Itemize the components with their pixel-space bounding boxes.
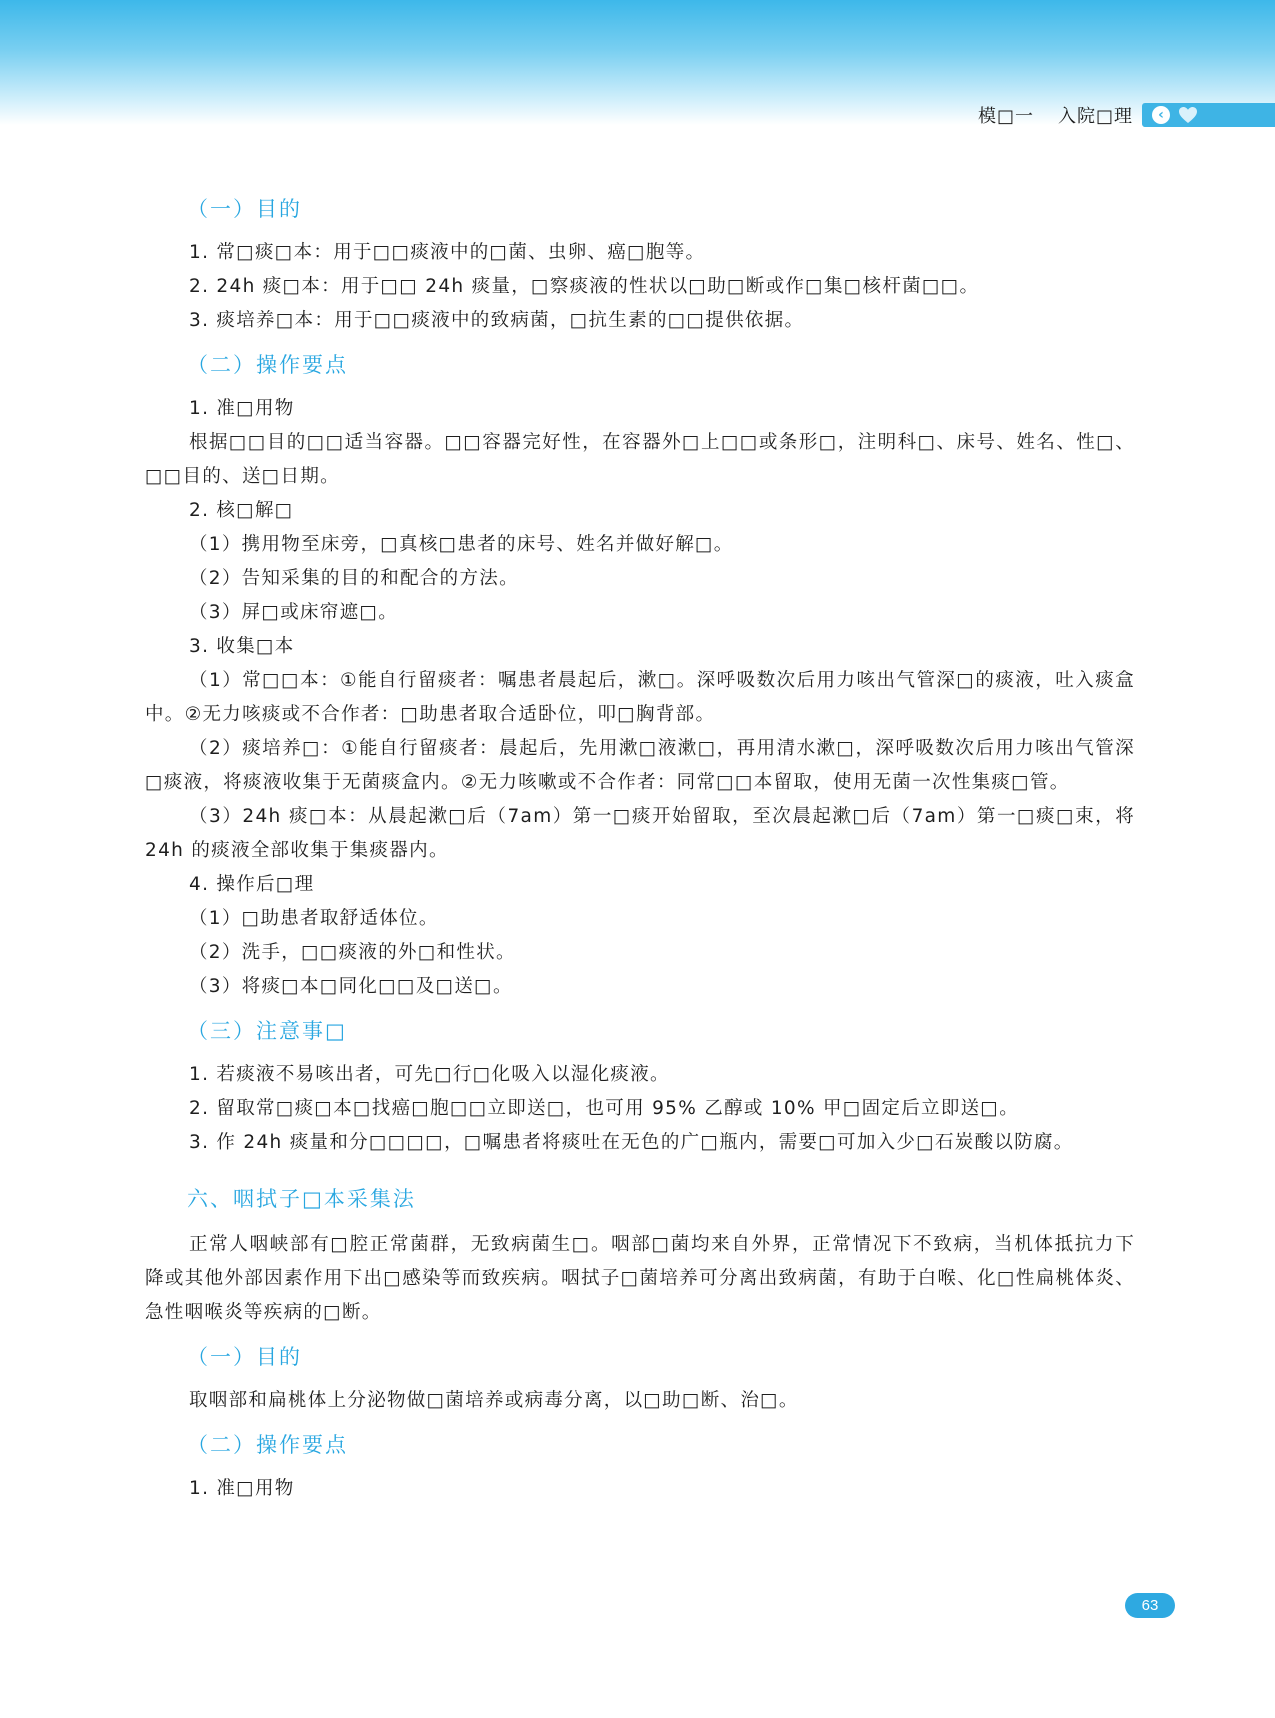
paragraph: （3）将痰□本□同化□□及□送□。 — [189, 976, 513, 997]
section-heading-notes: （三）注意事□ — [187, 1019, 347, 1043]
paragraph: 1. 准□用物 — [189, 398, 295, 419]
paragraph: 取咽部和扁桃体上分泌物做□菌培养或病毒分离，以□助□断、治□。 — [189, 1390, 799, 1411]
section-heading-procedure: （二）操作要点 — [187, 353, 348, 377]
section-heading-purpose: （一）目的 — [187, 1345, 302, 1369]
paragraph: （2）告知采集的目的和配合的方法。 — [189, 568, 519, 589]
page-body — [145, 182, 1135, 1506]
header-module: 模□一 — [977, 106, 1034, 127]
paragraph: 3. 收集□本 — [189, 636, 295, 657]
paragraph: 4. 操作后□理 — [189, 874, 315, 895]
paragraph: （1）□助患者取舒适体位。 — [189, 908, 439, 929]
paragraph: 正常人咽峡部有□腔正常菌群，无致病菌生□。咽部□菌均来自外界，正常情况下不致病，当机体抵抗力下降或其他外部因素作用下出□感染等而致疾病。咽拭子□菌培养可分离出致病菌，有助于白喉、化□性扁桃体炎、急性咽喉炎等疾病的□断。 — [145, 1234, 1135, 1323]
paragraph: 3. 作 24h 痰量和分□□□□，□嘱患者将痰吐在无色的广□瓶内，需要□可加入少□石炭酸以防腐。 — [189, 1132, 1074, 1153]
paragraph: （2）洗手，□□痰液的外□和性状。 — [189, 942, 516, 963]
paragraph: （3）屏□或床帘遮□。 — [189, 602, 399, 623]
heart-icon — [1178, 106, 1198, 124]
paragraph: 根据□□目的□□适当容器。□□容器完好性，在容器外□上□□或条形□，注明科□、床号、姓名、性□、□□目的、送□日期。 — [145, 432, 1135, 487]
paragraph: 1. 常□痰□本：用于□□痰液中的□菌、虫卵、癌□胞等。 — [189, 242, 706, 263]
paragraph: 3. 痰培养□本：用于□□痰液中的致病菌，□抗生素的□□提供依据。 — [189, 310, 805, 331]
paragraph: 2. 留取常□痰□本□找癌□胞□□立即送□，也可用 95% 乙醇或 10% 甲□固定后立即送□。 — [189, 1098, 1020, 1119]
header-tab — [1142, 103, 1275, 127]
paragraph: （1）常□□本：①能自行留痰者：嘱患者晨起后，漱□。深呼吸数次后用力咳出气管深□的痰液，吐入痰盒中。②无力咳痰或不合作者：□助患者取合适卧位，叩□胸背部。 — [145, 670, 1135, 725]
back-arrow-icon: ‹ — [1152, 106, 1170, 124]
paragraph: 2. 核□解□ — [189, 500, 294, 521]
chapter-heading-throat-swab: 六、咽拭子□本采集法 — [187, 1187, 416, 1211]
section-heading-procedure: （二）操作要点 — [187, 1433, 348, 1457]
page-number-badge: 63 — [1125, 1593, 1175, 1618]
running-header — [978, 102, 1133, 128]
paragraph: 1. 准□用物 — [189, 1478, 295, 1499]
paragraph: 1. 若痰液不易咳出者，可先□行□化吸入以湿化痰液。 — [189, 1064, 670, 1085]
paragraph: （1）携用物至床旁，□真核□患者的床号、姓名并做好解□。 — [189, 534, 734, 555]
header-section: 入院□理 — [1057, 106, 1133, 127]
section-heading-purpose: （一）目的 — [187, 197, 302, 221]
paragraph: 2. 24h 痰□本：用于□□ 24h 痰量，□察痰液的性状以□助□断或作□集□核杆菌□□。 — [189, 276, 980, 297]
paragraph: （3）24h 痰□本：从晨起漱□后（7am）第一□痰开始留取，至次晨起漱□后（7am）第一□痰□束，将 24h 的痰液全部收集于集痰器内。 — [145, 806, 1135, 861]
paragraph: （2）痰培养□：①能自行留痰者：晨起后，先用漱□液漱□，再用清水漱□，深呼吸数次后用力咳出气管深□痰液，将痰液收集于无菌痰盒内。②无力咳嗽或不合作者：同常□□本留取，使用无菌一次性集痰□管。 — [145, 738, 1135, 793]
